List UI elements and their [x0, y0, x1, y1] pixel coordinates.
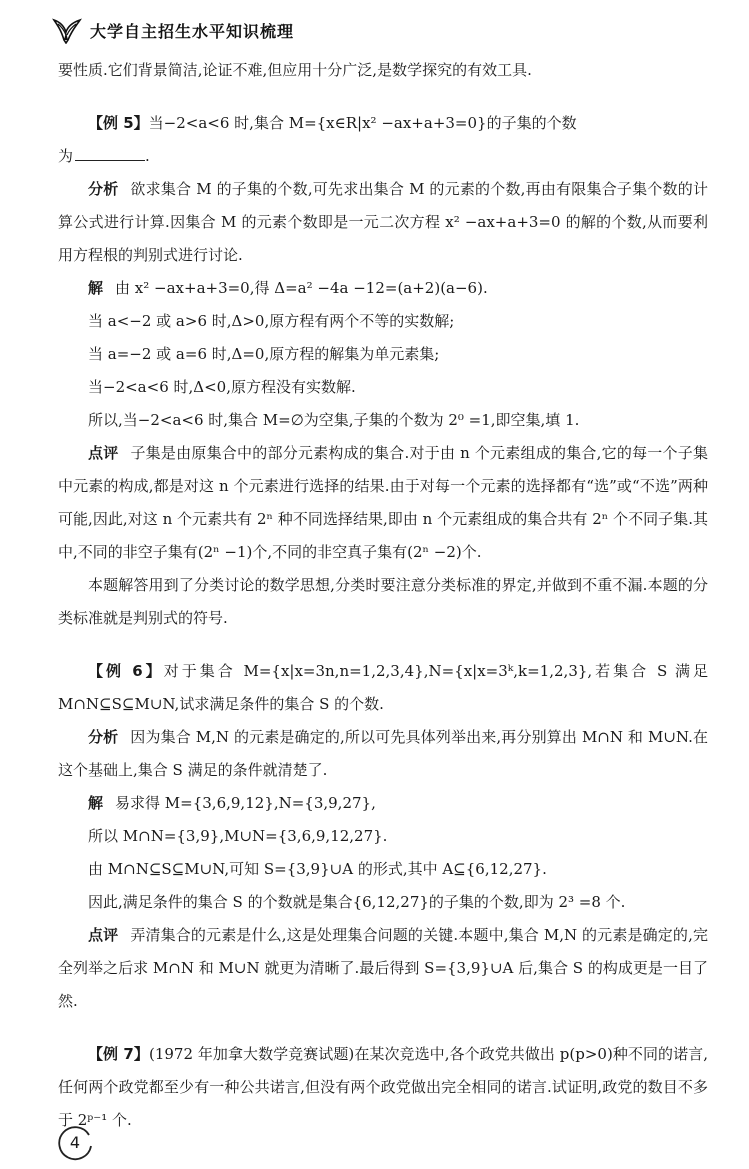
example-5-analysis: 分析 欲求集合 M 的子集的个数,可先求出集合 M 的元素的个数,再由有限集合子集个数的计算公式进行计算.因集合 M 的元素个数即是一元二次方程 x² −ax+a+3=0 的解的个数,从而要利用方程根的判别式进行讨论. — [58, 180, 708, 264]
page-content — [58, 54, 708, 1137]
example-7-label: 【例 7】 — [88, 1045, 149, 1063]
example-6-solution-line: 因此,满足条件的集合 S 的个数就是集合{6,12,27}的子集的个数,即为 2³ =8 个. — [88, 893, 626, 911]
example-7-problem: 【例 7】(1972 年加拿大数学竞赛试题)在某次竞选中,各个政党共做出 p(p>0)种不同的诺言,任何两个政党都至少有一种公共诺言,但没有两个政党做出完全相同的诺言.试证明,政党的数目不多于 2ᵖ⁻¹ 个. — [58, 1045, 708, 1129]
solution-label: 解 — [88, 279, 104, 297]
example-5-comment: 点评 子集是由原集合中的部分元素构成的集合.对于由 n 个元素组成的集合,它的每一个子集中元素的构成,都是对这 n 个元素进行选择的结果.由于对每一个元素的选择都有“选”或“不选”两种可能,因此,对这 n 个元素共有 2ⁿ 种不同选择结果,即由 n 个元素组成的集合共有 2ⁿ 个不同子集.其中,不同的非空子集有(2ⁿ −1)个,不同的非空真子集有(2ⁿ −2)个. — [58, 444, 708, 561]
example-5-comment-extra: 本题解答用到了分类讨论的数学思想,分类时要注意分类标准的界定,并做到不重不漏.本题的分类标准就是判别式的符号. — [58, 576, 708, 627]
example-5-solution-line: 所以,当−2<a<6 时,集合 M=∅为空集,子集的个数为 2⁰ =1,即空集,填 1. — [88, 411, 580, 429]
example-6-solution-line: 由 M∩N⊆S⊆M∪N,可知 S={3,9}∪A 的形式,其中 A⊆{6,12,27}. — [88, 860, 547, 878]
comment-label: 点评 — [88, 444, 119, 462]
example-5-problem-text: 当−2<a<6 时,集合 M={x∈R|x² −ax+a+3=0}的子集的个数 — [148, 114, 577, 132]
page-number — [56, 1124, 94, 1162]
example-5-solution-line: 当 a<−2 或 a>6 时,Δ>0,原方程有两个不等的实数解; — [88, 312, 455, 330]
intro-paragraph: 要性质.它们背景简洁,论证不难,但应用十分广泛,是数学探究的有效工具. — [58, 61, 532, 79]
example-5-problem-end: 为 . — [58, 140, 708, 173]
example-6-solution-line: 解 易求得 M={3,6,9,12},N={3,9,27}, — [88, 794, 376, 812]
example-5-solution-line: 当−2<a<6 时,Δ<0,原方程没有实数解. — [88, 378, 356, 396]
header-title: 大学自主招生水平知识梳理 — [90, 21, 295, 41]
bird-logo-icon — [52, 16, 82, 44]
answer-blank — [75, 144, 145, 161]
example-6-analysis: 分析 因为集合 M,N 的元素是确定的,所以可先具体列举出来,再分别算出 M∩N 和 M∪N.在这个基础上,集合 S 满足的条件就清楚了. — [58, 728, 708, 779]
example-6-solution-line: 所以 M∩N={3,9},M∪N={3,6,9,12,27}. — [88, 827, 388, 845]
analysis-label: 分析 — [88, 180, 119, 198]
example-6-comment: 点评 弄清集合的元素是什么,这是处理集合问题的关键.本题中,集合 M,N 的元素是确定的,完全列举之后求 M∩N 和 M∪N 就更为清晰了.最后得到 S={3,9}∪A 后,集合 S 的构成更是一目了然. — [58, 926, 708, 1010]
example-5-label: 【例 5】 — [88, 114, 149, 132]
analysis-label: 分析 — [88, 728, 119, 746]
example-6-problem: 【例 6】对于集合 M={x|x=3n,n=1,2,3,4},N={x|x=3ᵏ,k=1,2,3},若集合 S 满足 M∩N⊆S⊆M∪N,试求满足条件的集合 S 的个数. — [58, 662, 709, 713]
example-5-problem — [58, 107, 708, 140]
page-header — [52, 14, 294, 46]
page-number-text: 4 — [69, 1133, 81, 1152]
example-5-solution-line: 当 a=−2 或 a=6 时,Δ=0,原方程的解集为单元素集; — [88, 345, 440, 363]
example-5-solution-line: 解 由 x² −ax+a+3=0,得 Δ=a² −4a −12=(a+2)(a−6). — [88, 279, 488, 297]
comment-label: 点评 — [88, 926, 119, 944]
example-6-label: 【例 6】 — [88, 662, 164, 680]
solution-label: 解 — [88, 794, 104, 812]
